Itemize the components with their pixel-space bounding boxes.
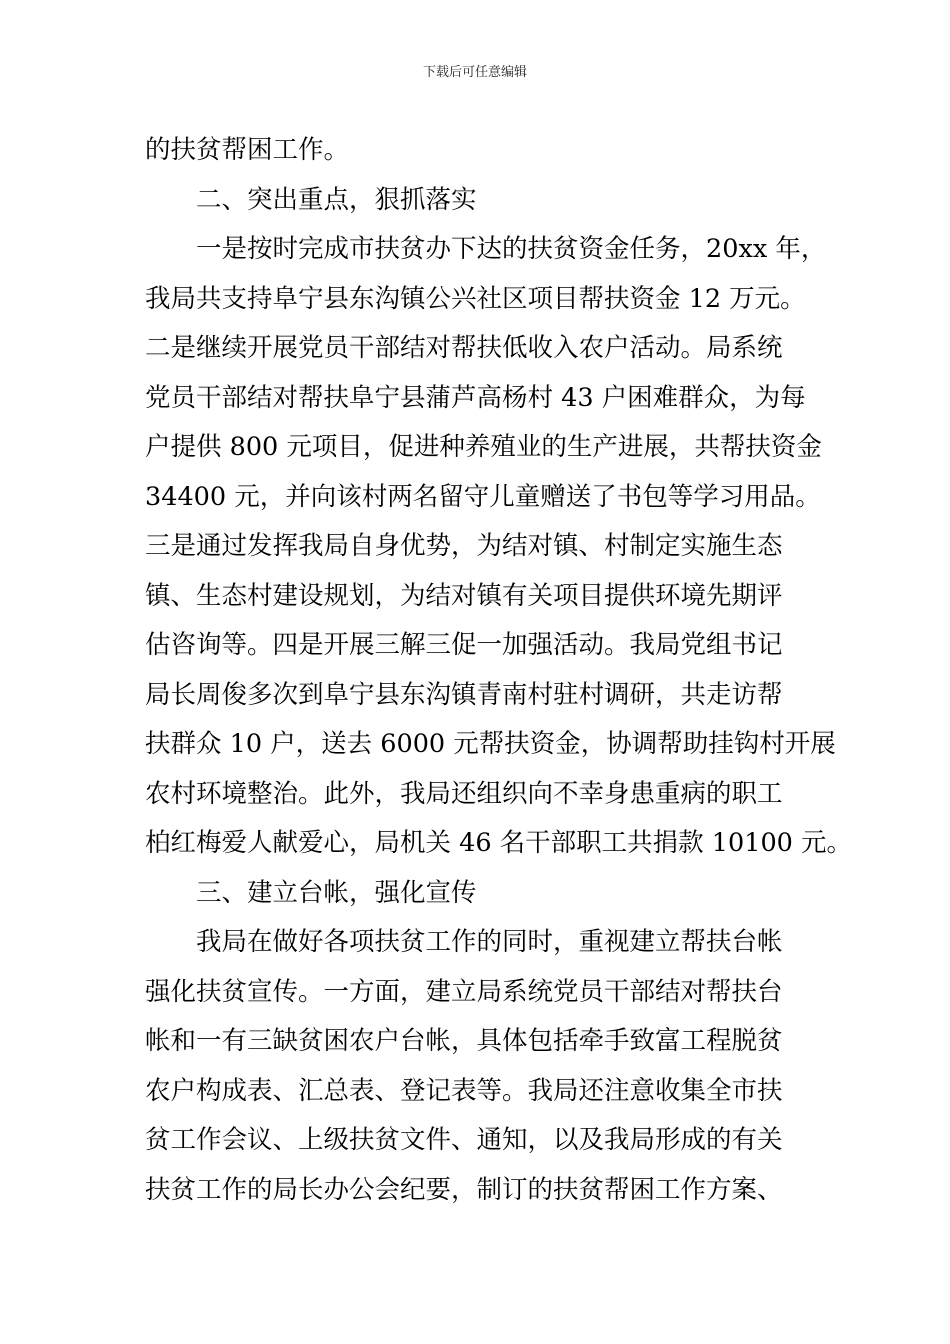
section-heading: 二、突出重点，狠抓落实: [196, 184, 477, 215]
document-body: [145, 126, 852, 1215]
text-line: 农村环境整治。此外，我局还组织向不幸身患重病的职工: [145, 778, 783, 809]
text-line: 贫工作会议、上级扶贫文件、通知，以及我局形成的有关: [145, 1125, 783, 1155]
text-line: 的扶贫帮困工作。: [145, 135, 350, 165]
section-heading: 三、建立台帐，强化宣传: [196, 877, 477, 908]
text-line: 一是按时完成市扶贫办下达的扶贫资金任务，20xx 年，: [196, 234, 827, 264]
text-line: 二是继续开展党员干部结对帮扶低收入农户活动。局系统: [145, 333, 783, 363]
text-line: 党员干部结对帮扶阜宁县蒲芦高杨村 43 户困难群众，为每: [145, 382, 806, 413]
text-line: 扶群众 10 户，送去 6000 元帮扶资金，协调帮助挂钩村开展: [145, 729, 836, 759]
text-line: 估咨询等。四是开展三解三促一加强活动。我局党组书记: [145, 630, 783, 660]
text-line: 我局共支持阜宁县东沟镇公兴社区项目帮扶资金 12 万元。: [145, 283, 806, 314]
text-line: 镇、生态村建设规划，为结对镇有关项目提供环境先期评: [145, 580, 783, 611]
text-line: 帐和一有三缺贫困农户台帐，具体包括牵手致富工程脱贫: [145, 1026, 783, 1056]
text-line: 强化扶贫宣传。一方面，建立局系统党员干部结对帮扶台: [145, 976, 783, 1007]
text-line: 34400 元，并向该村两名留守儿童赠送了书包等学习用品。: [145, 481, 821, 512]
text-line: 扶贫工作的局长办公会纪要，制订的扶贫帮困工作方案、: [145, 1174, 783, 1205]
text-line: 局长周俊多次到阜宁县东沟镇青南村驻村调研，共走访帮: [145, 679, 783, 710]
text-line: 三是通过发挥我局自身优势，为结对镇、村制定实施生态: [145, 531, 783, 561]
text-line: 柏红梅爱人献爱心，局机关 46 名干部职工共捐款 10100 元。: [145, 828, 852, 858]
page-header-note: 下载后可任意编辑: [422, 65, 527, 80]
text-line: 我局在做好各项扶贫工作的同时，重视建立帮扶台帐: [196, 927, 783, 957]
text-line: 农户构成表、汇总表、登记表等。我局还注意收集全市扶: [145, 1075, 783, 1106]
text-line: 户提供 800 元项目，促进种养殖业的生产进展，共帮扶资金: [145, 432, 822, 462]
